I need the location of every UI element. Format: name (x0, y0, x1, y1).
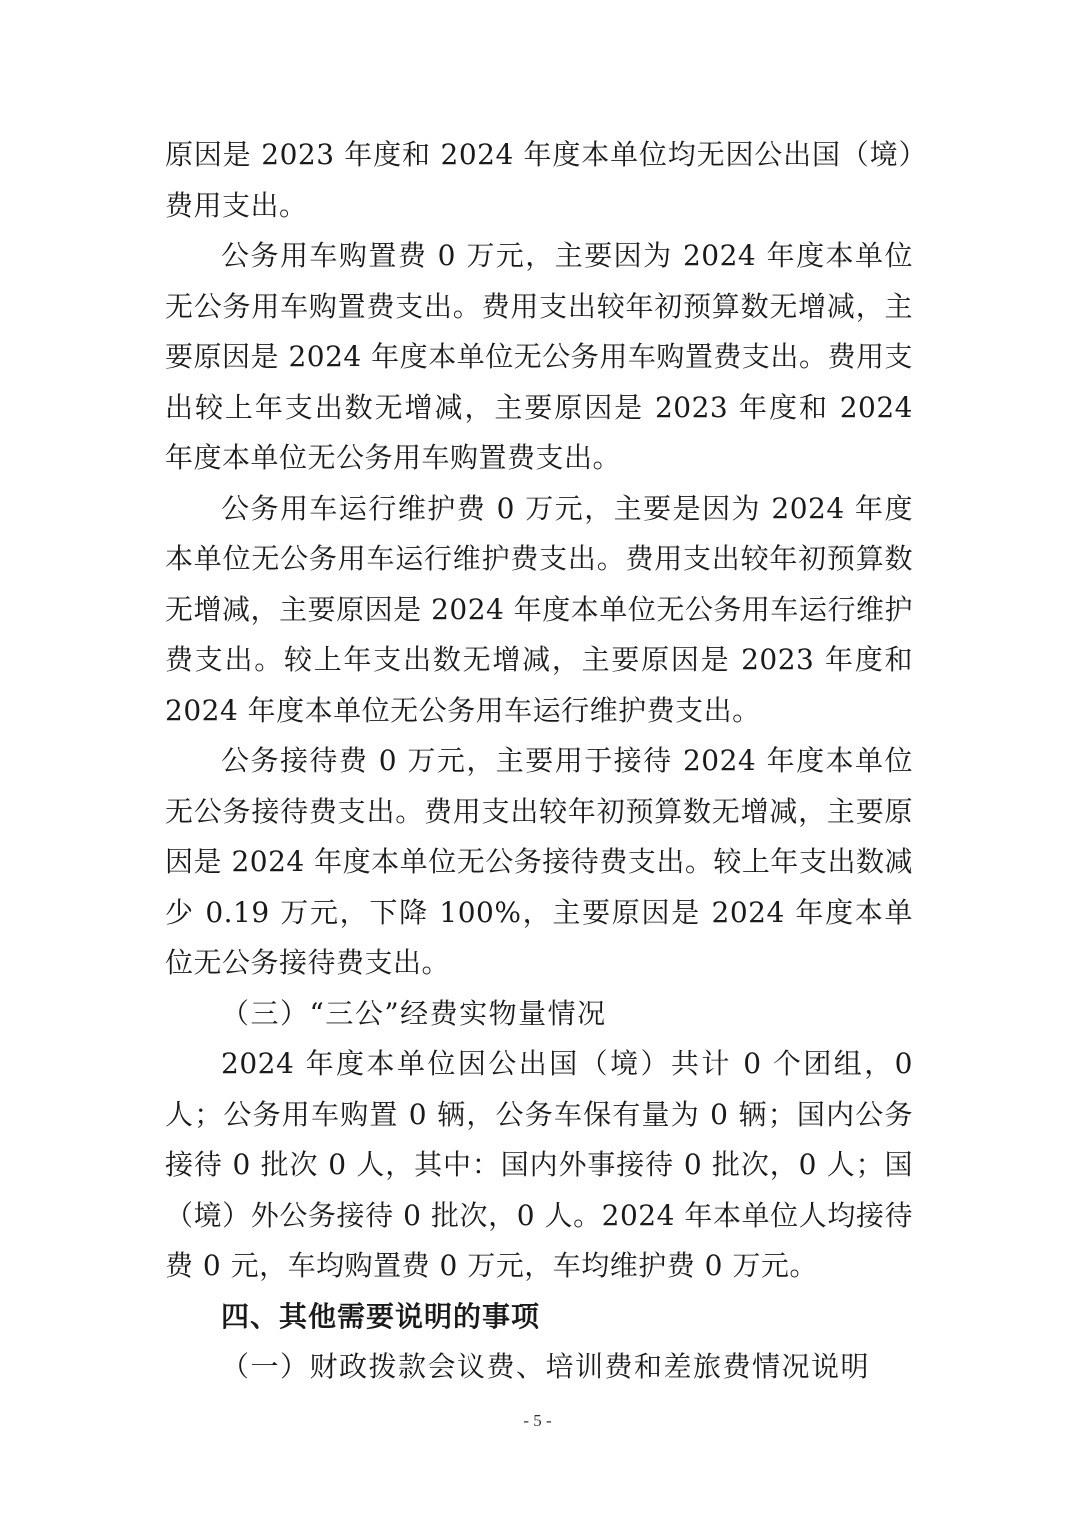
paragraph-vehicle-maintenance: 公务用车运行维护费 0 万元，主要是因为 2024 年度本单位无公务用车运行维护费支出。费用支出较年初预算数无增减，主要原因是 2024 年度本单位无公务用车运行维护费支出。较上年支出数无增减，主要原因是 2023 年度和 2024 年度本单位无公务用车运行维护费支出。 (165, 491, 913, 727)
section-heading-other-matters: 四、其他需要说明的事项 (221, 1299, 541, 1333)
document-body (165, 130, 913, 1393)
paragraph-outbound-travel-continued: 原因是 2023 年度和 2024 年度本单位均无因公出国（境）费用支出。 (165, 138, 913, 222)
paragraph-physical-quantity: 2024 年度本单位因公出国（境）共计 0 个团组，0 人；公务用车购置 0 辆，公务车保有量为 0 辆；国内公务接待 0 批次 0 人，其中：国内外事接待 0 批次，0 人；国（境）外公务接待 0 批次，0 人。2024 年本单位人均接待费 0 元，车均购置费 0 万元，车均维护费 0 万元。 (165, 1047, 913, 1282)
section-heading-meeting-training-travel: （一）财政拨款会议费、培训费和差旅费情况说明 (221, 1350, 871, 1383)
paragraph-vehicle-purchase: 公务用车购置费 0 万元，主要因为 2024 年度本单位无公务用车购置费支出。费用支出较年初预算数无增减，主要原因是 2024 年度本单位无公务用车购置费支出。费用支出较上年支出数无增减，主要原因是 2023 年度和 2024 年度本单位无公务用车购置费支出。 (165, 239, 913, 474)
section-heading-physical-quantity: （三）“三公”经费实物量情况 (221, 996, 607, 1030)
page-number: - 5 - (523, 1411, 552, 1430)
paragraph-reception-fee: 公务接待费 0 万元，主要用于接待 2024 年度本单位无公务接待费支出。费用支出较年初预算数无增减，主要原因是 2024 年度本单位无公务接待费支出。较上年支出数减少 0.19 万元，下降 100%，主要原因是 2024 年度本单位无公务接待费支出。 (165, 744, 913, 979)
